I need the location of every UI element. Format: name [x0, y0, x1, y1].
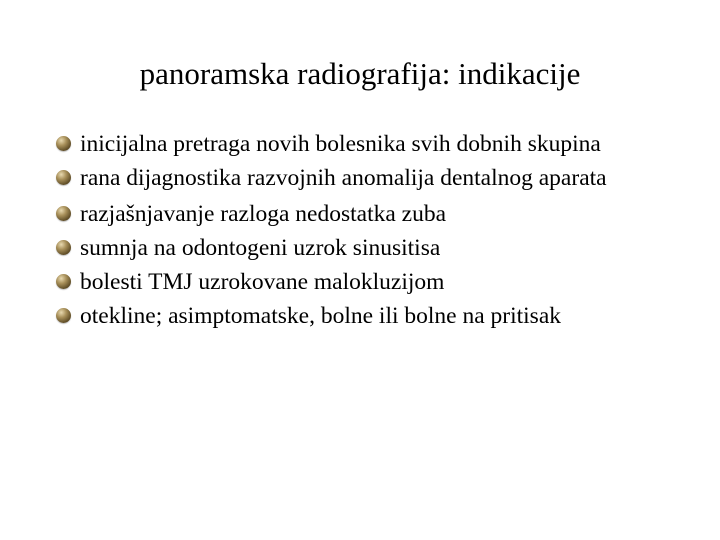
bullet-list: [56, 129, 676, 333]
bullet-icon: [56, 206, 71, 221]
list-item-text: inicijalna pretraga novih bolesnika svih dobnih skupina: [80, 131, 601, 157]
list-item: [56, 265, 676, 299]
list-item-text: razjašnjavanje razloga nedostatka zuba: [80, 201, 447, 227]
slide-title: panoramska radiografija: indikacije: [139, 56, 581, 91]
list-item-text: rana dijagnostika razvojnih anomalija dentalnog aparata: [80, 165, 607, 191]
list-item: [56, 299, 676, 333]
list-item: [56, 129, 676, 163]
bullet-icon: [56, 170, 71, 185]
list-item: [56, 231, 676, 265]
list-item: [56, 197, 676, 231]
list-item-text: sumnja na odontogeni uzrok sinusitisa: [80, 235, 441, 261]
bullet-icon: [56, 240, 71, 255]
list-item-text: otekline; asimptomatske, bolne ili bolne na pritisak: [80, 303, 562, 329]
bullet-icon: [56, 274, 71, 289]
bullet-icon: [56, 308, 71, 323]
list-item-text: bolesti TMJ uzrokovane malokluzijom: [80, 269, 445, 295]
bullet-icon: [56, 136, 71, 151]
list-item: [56, 163, 676, 197]
